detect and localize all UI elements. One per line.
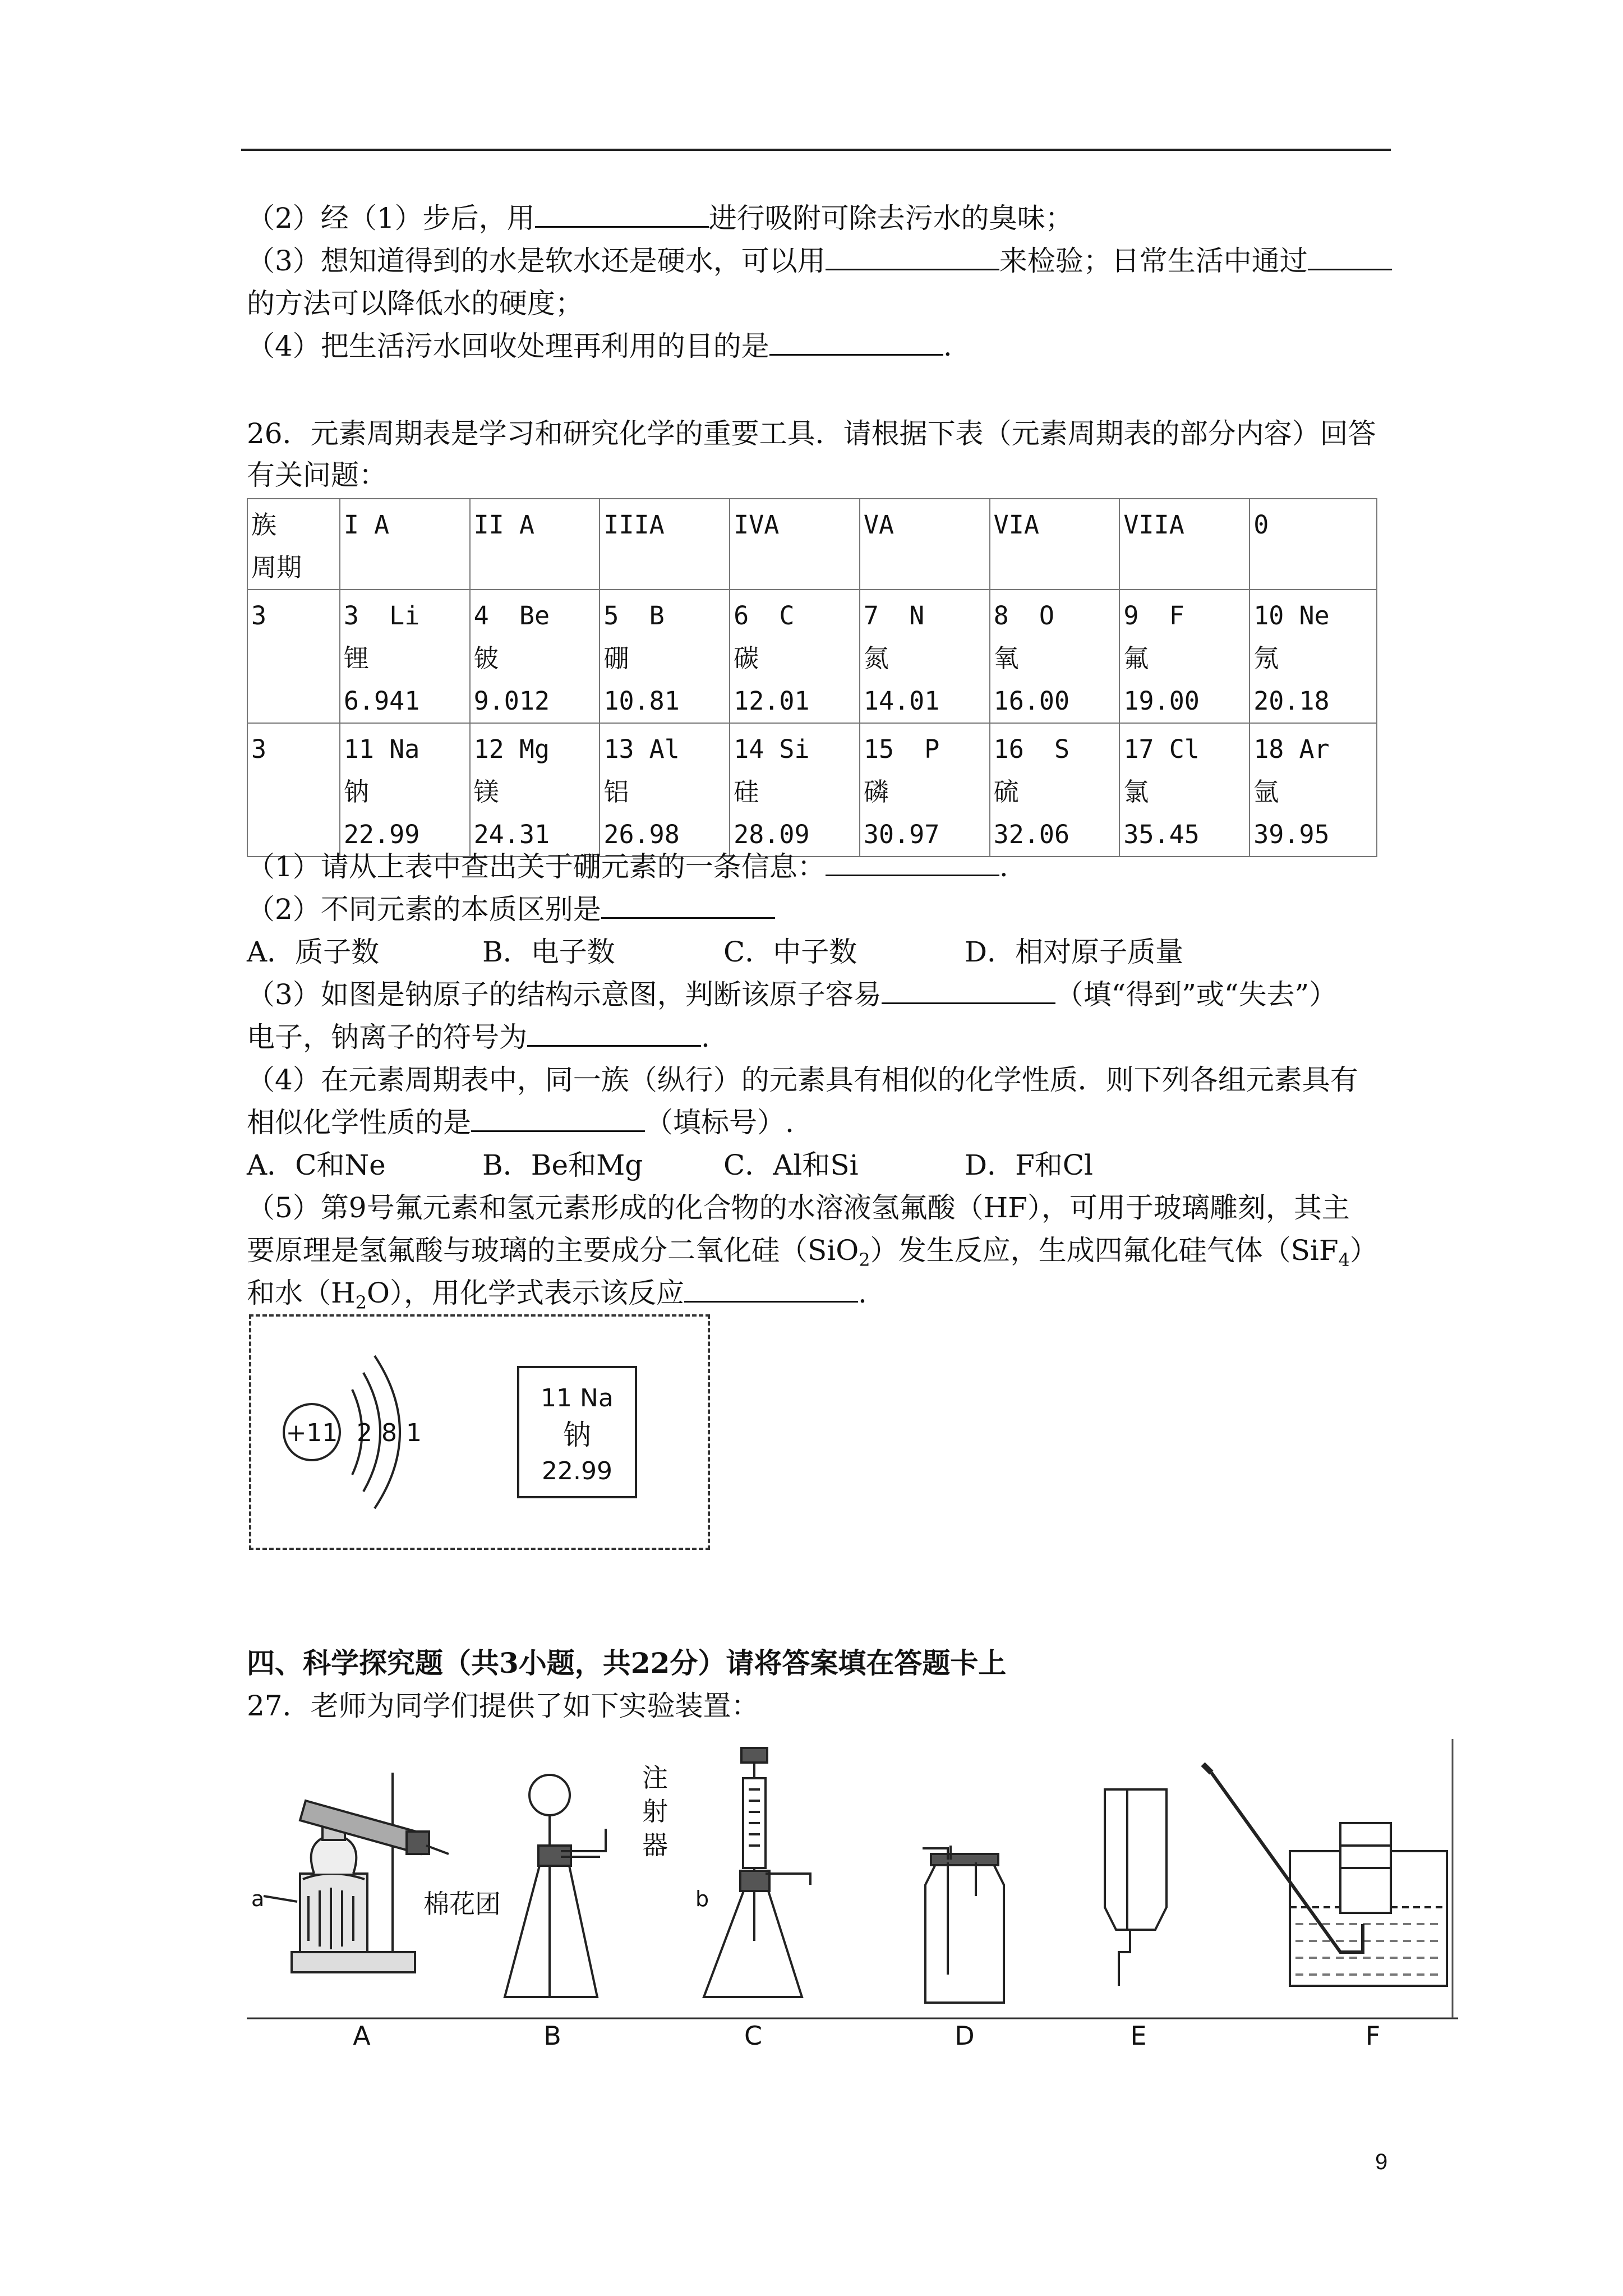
- q26-sub4-text: （4）在元素周期表中，同一族（纵行）的元素具有相似的化学性质．则下列各组元素具有: [247, 1064, 1358, 1096]
- nucleus-charge: +11: [285, 1419, 338, 1447]
- q26-intro-text: 26．元素周期表是学习和研究化学的重要工具．请根据下表（元素周期表的部分内容）回答: [247, 417, 1376, 450]
- apparatus-figure: [247, 1739, 1458, 2053]
- period-cell: 3: [247, 590, 340, 723]
- element-mass: 6.941: [343, 686, 420, 716]
- element-name: 硅: [734, 777, 759, 807]
- q26-sub5-text-4: ）: [1349, 1234, 1378, 1267]
- element-name: 铝: [603, 777, 629, 807]
- q26-intro: [247, 413, 1376, 454]
- element-symbol: 12 Mg: [473, 734, 550, 764]
- period-cell: 3: [247, 723, 340, 857]
- group-header: IIIA: [600, 499, 730, 590]
- element-mass: 12.01: [734, 686, 810, 716]
- apparatus-d: [923, 1846, 1004, 2003]
- subscript: 2: [355, 1292, 367, 1313]
- corner-group: 族: [251, 510, 277, 540]
- answer-blank[interactable]: [826, 244, 999, 270]
- q26-sub3-hint: （填“得到”或“失去”）: [1055, 978, 1338, 1011]
- group-header: VIIA: [1119, 499, 1249, 590]
- answer-blank[interactable]: [769, 329, 943, 356]
- q26-sub5-text-3: ）发生反应，生成四氟化硅气体（SiF: [870, 1234, 1339, 1267]
- section4-title: [247, 1642, 1006, 1684]
- group-header: I A: [340, 499, 470, 590]
- q26-sub5-text-2: 要原理是氢氟酸与玻璃的主要成分二氧化硅（SiO: [247, 1234, 859, 1267]
- label-syringe-2: 射: [642, 1796, 668, 1826]
- card-name: 钠: [563, 1419, 591, 1451]
- q26-sub3-text: （3）如图是钠原子的结构示意图，判断该原子容易: [247, 978, 882, 1011]
- element-mass: 19.00: [1123, 686, 1200, 716]
- element-symbol: 14 Si: [734, 734, 810, 764]
- q26-sub4-options: [247, 1144, 1093, 1186]
- element-cell: [990, 590, 1120, 723]
- q25-part3: [247, 240, 1392, 282]
- shell-electrons: 2: [357, 1419, 372, 1447]
- option-d[interactable]: D．F和Cl: [965, 1149, 1094, 1181]
- q25-part3-text-mid: 来检验；日常生活中通过: [999, 245, 1308, 277]
- answer-blank[interactable]: [527, 1020, 701, 1047]
- q26-intro2: [247, 454, 387, 496]
- element-mass: 32.06: [993, 820, 1070, 849]
- q25-part2: [247, 197, 1073, 239]
- q26-sub5: [247, 1187, 1350, 1228]
- lab-apparatus-diagram: [247, 1739, 1458, 2053]
- element-symbol: 5 B: [603, 601, 665, 631]
- q26-sub3-text-2: 电子，钠离子的符号为: [247, 1021, 527, 1053]
- group-header: 0: [1249, 499, 1377, 590]
- element-cell: [340, 590, 470, 723]
- q25-part3-text-end: 的方法可以降低水的硬度；: [247, 287, 583, 320]
- element-symbol: 3 Li: [343, 601, 420, 631]
- header-rule: [241, 149, 1391, 151]
- element-name: 锂: [343, 643, 369, 673]
- q25-part4-text: （4）把生活污水回收处理再利用的目的是: [247, 330, 769, 362]
- q25-part3-text: （3）想知道得到的水是软水还是硬水，可以用: [247, 245, 826, 277]
- q27-intro-text: 27．老师为同学们提供了如下实验装置：: [247, 1690, 759, 1722]
- element-name: 磷: [863, 777, 889, 807]
- shell-electrons: 1: [406, 1419, 422, 1447]
- q26-sub2: [247, 889, 775, 930]
- shell-electrons: 8: [381, 1419, 397, 1447]
- element-mass: 10.81: [603, 686, 680, 716]
- page-number: 9: [1375, 2150, 1388, 2174]
- q25-part3-cont: [247, 283, 583, 324]
- group-header: IVA: [730, 499, 860, 590]
- element-name: 硼: [603, 643, 629, 673]
- apparatus-a: [264, 1773, 449, 1972]
- apparatus-b: [505, 1775, 606, 1997]
- label-a: a: [251, 1887, 265, 1911]
- element-cell: [470, 723, 600, 857]
- element-mass: 39.95: [1253, 820, 1330, 849]
- group-header: II A: [470, 499, 600, 590]
- card-mass: 22.99: [542, 1457, 612, 1485]
- punct: .: [857, 1277, 867, 1309]
- element-symbol: 6 C: [734, 601, 795, 631]
- table-corner: [247, 499, 340, 590]
- punct: .: [943, 330, 952, 362]
- label-cotton: 棉花团: [423, 1889, 501, 1919]
- answer-blank[interactable]: [826, 850, 999, 876]
- answer-blank[interactable]: [882, 978, 1055, 1004]
- element-cell: [860, 590, 990, 723]
- element-symbol: 7 N: [863, 601, 925, 631]
- element-name: 镁: [473, 777, 499, 807]
- element-cell: [600, 590, 730, 723]
- element-symbol: 16 S: [993, 734, 1070, 764]
- element-name: 氧: [993, 643, 1019, 673]
- option-a[interactable]: A．质子数: [247, 936, 380, 968]
- q26-sub4-cont: [247, 1102, 794, 1143]
- element-cell: [1119, 723, 1249, 857]
- element-cell: [730, 723, 860, 857]
- element-symbol: 17 Cl: [1123, 734, 1200, 764]
- element-name: 碳: [734, 643, 759, 673]
- element-cell: [730, 590, 860, 723]
- element-symbol: 18 Ar: [1253, 734, 1330, 764]
- answer-blank[interactable]: [535, 201, 709, 228]
- q25-part4: [247, 325, 952, 367]
- option-a[interactable]: A．C和Ne: [247, 1149, 386, 1181]
- element-mass: 30.97: [863, 820, 940, 849]
- answer-blank[interactable]: [1308, 244, 1392, 270]
- answer-blank[interactable]: [684, 1276, 858, 1303]
- element-cell: [1249, 590, 1377, 723]
- q26-sub2-text: （2）不同元素的本质区别是: [247, 893, 601, 926]
- element-name: 氮: [863, 643, 889, 673]
- q26-sub4-hint: （填标号）.: [645, 1106, 794, 1139]
- label-letter-c: C: [744, 2021, 763, 2051]
- element-symbol: 9 F: [1123, 601, 1184, 631]
- option-c[interactable]: C．中子数: [723, 936, 857, 968]
- subscript: 4: [1338, 1249, 1350, 1271]
- q26-sub5-text-6: O），用化学式表示该反应: [366, 1277, 684, 1309]
- q26-sub1-text: （1）请从上表中查出关于硼元素的一条信息：: [247, 850, 826, 883]
- q26-sub3: [247, 974, 1337, 1015]
- element-cell: [340, 723, 470, 857]
- sodium-figure: [249, 1314, 710, 1550]
- apparatus-f: [1203, 1764, 1447, 1986]
- element-name: 钠: [343, 777, 369, 807]
- q27-intro: [247, 1685, 759, 1727]
- q26-intro-text-2: 有关问题：: [247, 459, 387, 491]
- element-symbol: 13 Al: [603, 734, 680, 764]
- option-d[interactable]: D．相对原子质量: [965, 936, 1184, 968]
- element-name: 铍: [473, 643, 499, 673]
- element-name: 硫: [993, 777, 1019, 807]
- group-header: VA: [860, 499, 990, 590]
- section-heading: 四、科学探究题（共3小题，共22分）请将答案填在答题卡上: [247, 1646, 1007, 1680]
- periodic-table: [247, 498, 1377, 857]
- element-name: 氯: [1123, 777, 1149, 807]
- table-header-row: [247, 499, 1377, 590]
- table-row: [247, 590, 1377, 723]
- q26-sub4: [247, 1059, 1358, 1101]
- option-c[interactable]: C．Al和Si: [723, 1149, 859, 1181]
- element-cell: [1119, 590, 1249, 723]
- element-mass: 16.00: [993, 686, 1070, 716]
- label-syringe-1: 注: [642, 1763, 668, 1793]
- q25-part2-text-end: 进行吸附可除去污水的臭味；: [708, 202, 1073, 234]
- label-syringe-3: 器: [642, 1830, 668, 1860]
- element-mass: 22.99: [343, 820, 420, 849]
- element-mass: 28.09: [734, 820, 810, 849]
- element-cell: [470, 590, 600, 723]
- element-mass: 9.012: [473, 686, 550, 716]
- label-b: b: [695, 1887, 709, 1911]
- punct: .: [999, 850, 1008, 883]
- element-symbol: 10 Ne: [1253, 601, 1330, 631]
- element-cell: [600, 723, 730, 857]
- q26-sub3-cont: [247, 1016, 710, 1058]
- element-symbol: 4 Be: [473, 601, 550, 631]
- element-mass: 14.01: [863, 686, 940, 716]
- q26-sub4-text-2: 相似化学性质的是: [247, 1106, 471, 1139]
- option-b[interactable]: B．电子数: [482, 936, 615, 968]
- element-mass: 26.98: [603, 820, 680, 849]
- answer-blank[interactable]: [601, 892, 775, 919]
- element-mass: 20.18: [1253, 686, 1330, 716]
- element-cell: [990, 723, 1120, 857]
- element-symbol: 15 P: [863, 734, 940, 764]
- subscript: 2: [859, 1249, 870, 1271]
- element-name: 氩: [1253, 777, 1279, 807]
- label-letter-f: F: [1365, 2021, 1381, 2051]
- element-name: 氟: [1123, 643, 1149, 673]
- punct: .: [701, 1021, 710, 1053]
- element-cell: [860, 723, 990, 857]
- card-symbol: 11 Na: [541, 1384, 614, 1412]
- label-letter-e: E: [1130, 2021, 1147, 2051]
- element-mass: 35.45: [1123, 820, 1200, 849]
- element-mass: 24.31: [473, 820, 550, 849]
- apparatus-c: [704, 1748, 810, 1997]
- group-header: VIA: [990, 499, 1120, 590]
- label-letter-b: B: [543, 2021, 561, 2051]
- table-row: [247, 723, 1377, 857]
- element-symbol: 8 O: [993, 601, 1055, 631]
- q25-part2-text: （2）经（1）步后，用: [247, 202, 535, 234]
- q26-sub1: [247, 846, 1008, 887]
- q26-sub2-options: [247, 931, 1183, 973]
- element-cell: [1249, 723, 1377, 857]
- answer-blank[interactable]: [471, 1106, 645, 1132]
- corner-period: 周期: [251, 553, 302, 582]
- q26-sub5-text-5: 和水（H: [247, 1277, 356, 1309]
- element-name: 氖: [1253, 643, 1279, 673]
- option-b[interactable]: B．Be和Mg: [482, 1149, 643, 1181]
- apparatus-e: [1105, 1789, 1166, 1986]
- sodium-atom-diagram: [251, 1317, 708, 1548]
- element-symbol: 11 Na: [343, 734, 420, 764]
- q26-sub5-text: （5）第9号氟元素和氢元素形成的化合物的水溶液氢氟酸（HF），可用于玻璃雕刻，其主: [247, 1191, 1350, 1224]
- label-letter-d: D: [955, 2021, 975, 2051]
- label-letter-a: A: [353, 2021, 371, 2051]
